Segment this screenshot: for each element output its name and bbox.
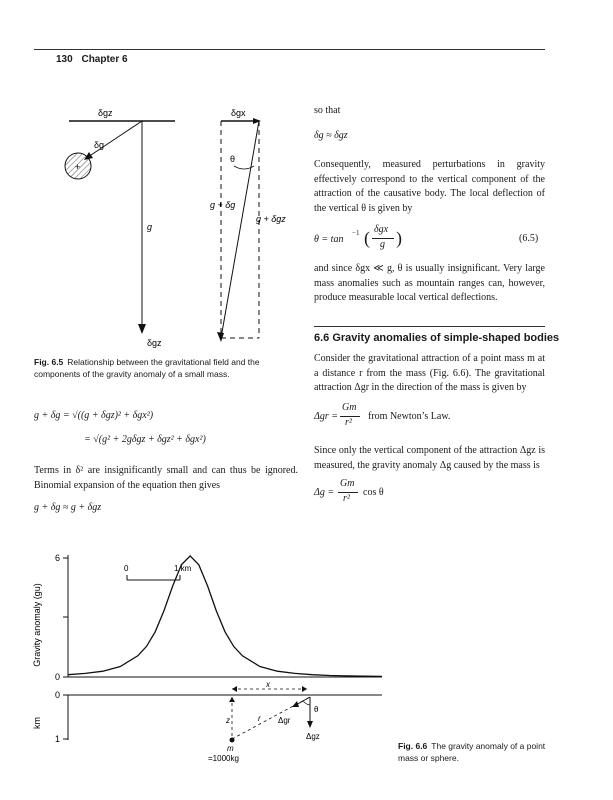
eq-dg-approx-dgz: δg ≈ δgz	[314, 130, 348, 141]
running-header	[56, 54, 128, 65]
figure-6-6	[0, 535, 613, 775]
g-plus-dgz-vector	[221, 121, 259, 338]
label-g-plus-dg: g + δg	[210, 200, 236, 210]
label-g-plus-dgz: g + δgz	[256, 214, 286, 224]
label-dgx-top: δgx	[231, 108, 246, 118]
dgz-arrowhead	[307, 721, 313, 728]
eq-r-numerator: Gm	[342, 402, 357, 413]
equation-dgr	[314, 402, 545, 432]
fig-6-5-caption-text: Relationship between the gravitational field and the components of the gravity anomaly of a small mass.	[34, 357, 260, 379]
eq-r-denominator: r²	[345, 417, 352, 428]
eq65-right-paren: )	[396, 228, 402, 248]
paragraph-1: Consequently, measured perturbations in gravity effectively correspond to the vertical component of the attraction of the causative body. The local deflection of the vertical θ is given by	[314, 159, 545, 214]
dgz-label: Δgz	[306, 732, 320, 741]
eq65-denominator: g	[380, 239, 385, 250]
equation-6-5	[314, 226, 545, 254]
eq65-numerator: δgx	[374, 224, 389, 235]
theta-arc-66	[303, 701, 310, 705]
fig-6-6-caption-label: Fig. 6.6	[398, 741, 428, 751]
fig-6-5-caption	[34, 356, 304, 380]
point-mass	[230, 738, 235, 743]
label-g: g	[147, 222, 153, 232]
label-theta: θ	[230, 154, 236, 164]
dgr-label: Δgr	[278, 716, 291, 725]
eq-g-tail: cos θ	[363, 487, 384, 498]
g-plus-dg-arrowhead	[217, 332, 224, 342]
dgx-arrowhead	[253, 118, 261, 124]
eq65-exponent: −1	[352, 229, 360, 237]
fig-6-6-caption	[398, 740, 548, 764]
terms-paragraph: Terms in δ² are insignificantly small and can thus be ignored. Binomial expansion of the equation then gives	[34, 465, 298, 491]
depth-tick-label-1: 1	[54, 734, 60, 744]
x-arrow-right	[302, 686, 307, 692]
chapter-title: Chapter 6	[81, 54, 128, 65]
label-dgz-top: δgz	[98, 108, 113, 118]
label-dgz-bottom: δgz	[147, 338, 162, 348]
z-label: z	[226, 716, 230, 725]
scale-label-1km: 1 km	[174, 564, 192, 573]
eq-approx-left: g + δg ≈ g + δgz	[34, 502, 102, 513]
depth-tick-label-0: 0	[54, 690, 60, 700]
r-label: r	[258, 714, 261, 723]
paragraph-2: and since δgx ≪ g, θ is usually insignificant. Very large mass anomalies such as mountain ranges can, however, produce measurable local vertical deflections.	[314, 263, 545, 303]
fig-6-5-caption-label: Fig. 6.5	[34, 357, 64, 367]
page-number: 130	[56, 54, 73, 65]
so-that-text: so that	[314, 105, 341, 116]
x-arrow-left	[232, 686, 237, 692]
eq65-number: (6.5)	[519, 233, 539, 244]
label-plus: +	[75, 162, 81, 172]
eq-g-numerator: Gm	[340, 478, 355, 489]
z-arrow-top	[229, 697, 235, 702]
eq65-lhs: θ = tan	[314, 234, 344, 245]
mass-value: =1000kg	[208, 754, 239, 763]
g-arrowhead	[138, 324, 146, 334]
dgr-arrowhead	[292, 701, 299, 707]
equation-dg	[314, 478, 545, 508]
paragraph-4: Since only the vertical component of the attraction Δgz is measured, the gravity anomaly Δg caused by the mass is	[314, 445, 545, 471]
eq-r-tail: from Newton’s Law.	[368, 411, 451, 422]
eq-g-denominator: r²	[343, 493, 350, 504]
figure-6-5	[34, 100, 304, 350]
y-axis-label: Gravity anomaly (gu)	[32, 583, 42, 667]
x-label: x	[266, 680, 270, 689]
mass-symbol: m	[227, 744, 234, 753]
header-rule	[34, 49, 545, 50]
scale-label-0: 0	[124, 564, 129, 573]
eq-expansion: = √(g² + 2gδgz + δgz² + δgx²)	[84, 434, 206, 445]
fig-6-6-caption-text: The gravity anomaly of a point mass or sphere.	[398, 741, 546, 763]
ytick-label-6: 6	[54, 553, 60, 563]
anomaly-curve	[68, 556, 382, 677]
depth-axis-label: km	[32, 717, 42, 729]
eq65-left-paren: (	[364, 228, 370, 248]
eq-g-plus-dg: g + δg = √((g + δgz)² + δgx²)	[34, 410, 154, 421]
label-dg: δg	[94, 140, 105, 150]
dg-vector	[88, 121, 142, 157]
paragraph-3: Consider the gravitational attraction of a point mass m at a distance r from the mass (Fig. 6.6). The gravitational attraction Δgr in the direction of the mass is given by	[314, 353, 545, 393]
theta-label-66: θ	[314, 705, 319, 714]
ytick-label-0: 0	[54, 672, 60, 682]
section-rule	[314, 326, 545, 327]
eq-r-lhs: Δgr =	[314, 411, 339, 422]
section-heading: 6.6 Gravity anomalies of simple-shaped bodies	[314, 332, 560, 344]
eq-g-lhs: Δg =	[314, 487, 335, 498]
